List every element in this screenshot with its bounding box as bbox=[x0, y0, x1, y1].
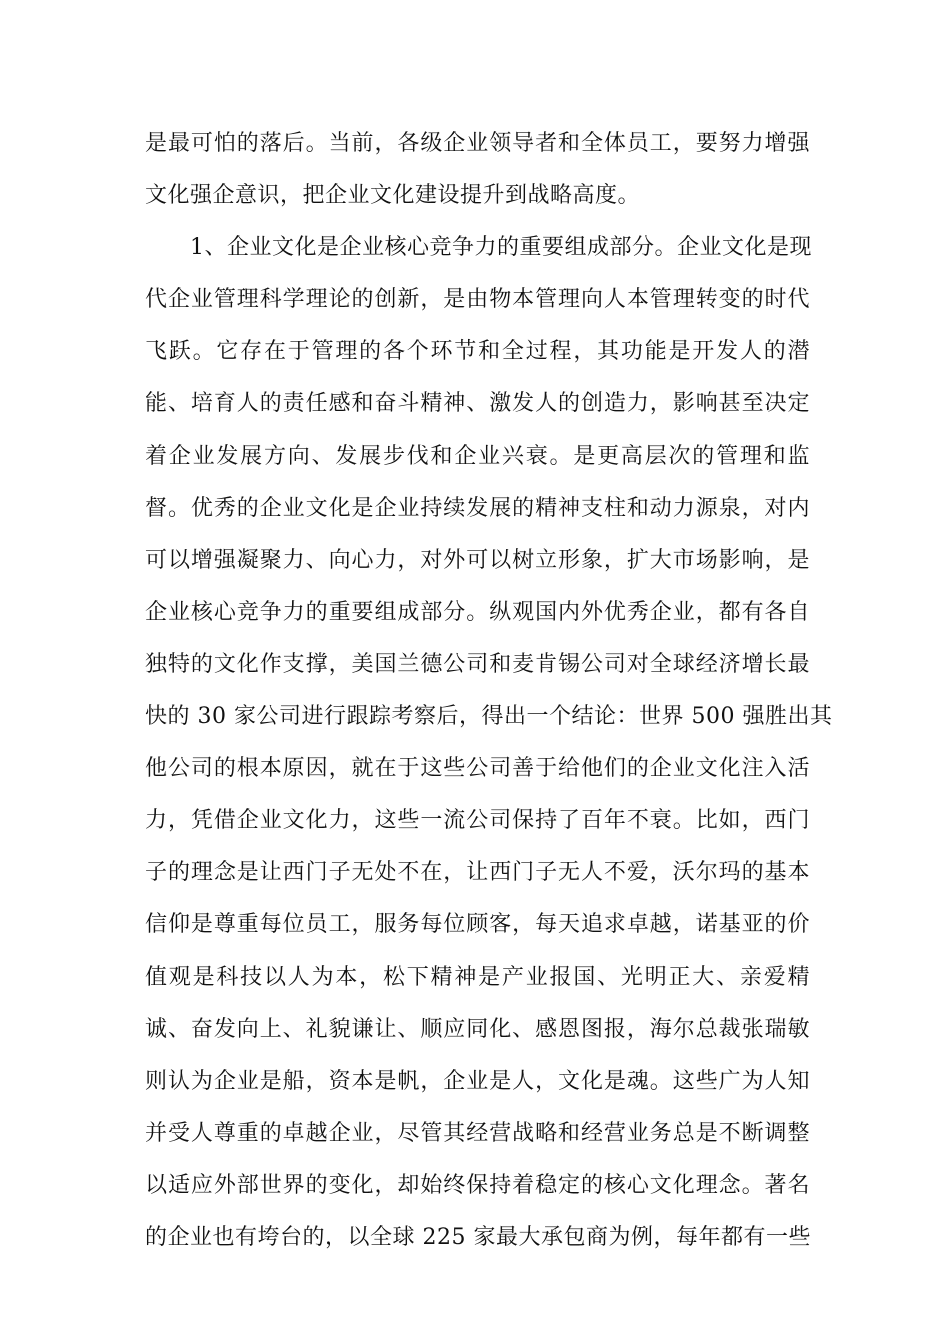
text-line: 督。优秀的企业文化是企业持续发展的精神支柱和动力源泉，对内 bbox=[145, 495, 810, 521]
text-line: 并受人尊重的卓越企业，尽管其经营战略和经营业务总是不断调整 bbox=[145, 1120, 810, 1146]
text-line: 独特的文化作支撑，美国兰德公司和麦肯锡公司对全球经济增长最 bbox=[145, 651, 810, 677]
paragraph-start-line: 1、企业文化是企业核心竞争力的重要组成部分。企业文化是现 bbox=[190, 235, 812, 261]
text-line: 的企业也有垮台的，以全球 225 家最大承包商为例，每年都有一些 bbox=[145, 1224, 811, 1250]
text-line: 以适应外部世界的变化，却始终保持着稳定的核心文化理念。著名 bbox=[145, 1172, 810, 1198]
text-line: 快的 30 家公司进行跟踪考察后，得出一个结论：世界 500 强胜出其 bbox=[145, 704, 833, 730]
text-line: 值观是科技以人为本，松下精神是产业报国、光明正大、亲爱精 bbox=[145, 964, 810, 990]
text-line: 企业核心竞争力的重要组成部分。纵观国内外优秀企业，都有各自 bbox=[145, 599, 810, 625]
text-line: 力，凭借企业文化力，这些一流公司保持了百年不衰。比如，西门 bbox=[145, 808, 810, 834]
text-line: 诚、奋发向上、礼貌谦让、顺应同化、感恩图报，海尔总裁张瑞敏 bbox=[145, 1016, 810, 1042]
text-line: 子的理念是让西门子无处不在，让西门子无人不爱，沃尔玛的基本 bbox=[145, 860, 810, 886]
text-line: 代企业管理科学理论的创新，是由物本管理向人本管理转变的时代 bbox=[145, 287, 810, 313]
body-text bbox=[145, 128, 833, 1274]
text-line: 飞跃。它存在于管理的各个环节和全过程，其功能是开发人的潜 bbox=[145, 339, 810, 365]
text-line: 能、培育人的责任感和奋斗精神、激发人的创造力，影响甚至决定 bbox=[145, 391, 810, 417]
text-line: 是最可怕的落后。当前，各级企业领导者和全体员工，要努力增强 bbox=[145, 131, 810, 156]
text-line: 他公司的根本原因，就在于这些公司善于给他们的企业文化注入活 bbox=[145, 756, 810, 782]
text-line: 信仰是尊重每位员工，服务每位顾客，每天追求卓越，诺基亚的价 bbox=[145, 912, 810, 938]
text-line: 可以增强凝聚力、向心力，对外可以树立形象，扩大市场影响，是 bbox=[145, 547, 810, 573]
text-line: 着企业发展方向、发展步伐和企业兴衰。是更高层次的管理和监 bbox=[145, 443, 810, 469]
text-line: 则认为企业是船，资本是帆，企业是人，文化是魂。这些广为人知 bbox=[145, 1068, 810, 1094]
text-line: 文化强企意识，把企业文化建设提升到战略高度。 bbox=[145, 183, 641, 209]
